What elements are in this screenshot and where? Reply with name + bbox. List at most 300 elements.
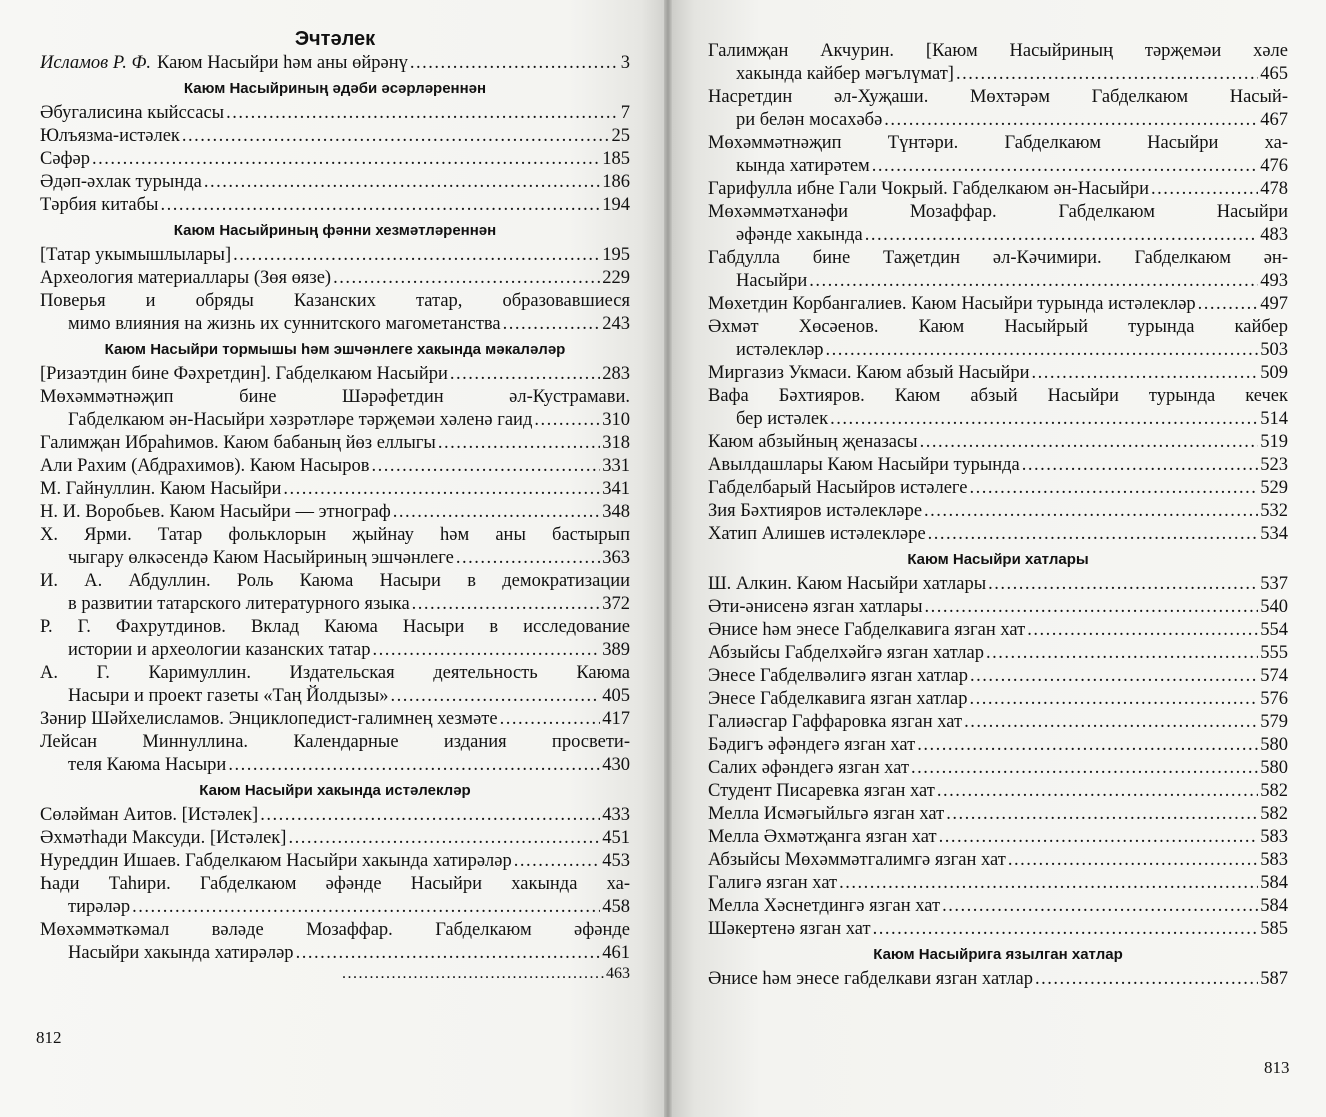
toc-page-number: 534: [1260, 524, 1288, 544]
toc-entry-line: [40, 244, 630, 267]
toc-page-number: 509: [1260, 363, 1288, 383]
dot-leader: [1035, 968, 1258, 991]
dot-leader: [911, 757, 1258, 780]
toc-entry-line: [40, 102, 630, 125]
section-heading: Каюм Насыйриның фәнни хезмәтләреннән: [173, 222, 497, 239]
toc-entry-line: [708, 780, 1288, 803]
toc-entry-line: [40, 125, 630, 148]
toc-entry: [40, 125, 630, 148]
dot-leader: [204, 171, 600, 194]
dot-leader: [969, 477, 1258, 500]
dot-leader: [988, 573, 1258, 596]
toc-entry: [708, 247, 1288, 293]
toc-page-number: 587: [1260, 969, 1288, 989]
toc-page-number: 476: [1260, 156, 1288, 176]
toc-entry-line: [708, 454, 1288, 477]
toc-page-number: 283: [602, 364, 630, 384]
toc-entry-line: [40, 455, 630, 478]
toc-entry-text: Юлъязма-истәлек: [40, 126, 180, 146]
toc-entry: [708, 523, 1288, 546]
toc-entry: [708, 431, 1288, 454]
toc-entry-text: Әбугалисина кыйссасы: [40, 103, 225, 123]
toc-page-number: 514: [1260, 409, 1288, 429]
toc-page-number: 583: [1260, 850, 1288, 870]
toc-entry-line: [708, 619, 1288, 642]
toc-entry-text: Галиәсгар Гаффаровка язган хат: [708, 712, 963, 732]
toc-entry-line: [40, 685, 630, 708]
toc-entry: [708, 619, 1288, 642]
toc-entry: [708, 178, 1288, 201]
toc-entry-text: истории и археологии казанских татар: [68, 640, 371, 660]
toc-page-number: 430: [602, 755, 630, 775]
toc-entry-line: Мөхәммәтнәҗип Түнтәри. Габделкаюм Насыйри ха-: [708, 133, 1288, 153]
toc-entry-line: Мөхәммәтнәҗип бине Шәрәфетдин әл-Кустрамави.: [40, 387, 630, 407]
toc-entry-text: Галимҗан Ибраһимов. Каюм бабаның йөз еллыгы: [40, 433, 436, 453]
toc-entry-line: [708, 711, 1288, 734]
toc-entry-line: [708, 872, 1288, 895]
left-page-number: 812: [36, 1028, 62, 1047]
toc-entry-line: [40, 148, 630, 171]
toc-entry: [40, 148, 630, 171]
section-heading: Каюм Насыйри хатлары: [907, 551, 1089, 568]
dot-leader: [1151, 178, 1258, 201]
toc-page-number: 453: [602, 851, 630, 871]
toc-page-number: 584: [1260, 873, 1288, 893]
toc-page-number: 3: [620, 53, 630, 73]
toc-entry: [40, 731, 630, 777]
dot-leader: [450, 363, 600, 386]
dot-leader: [964, 711, 1258, 734]
toc-entry-text: Әдәп-әхлак турында: [40, 172, 202, 192]
dot-leader: [1008, 849, 1258, 872]
toc-page-number: 540: [1260, 597, 1288, 617]
toc-entry-line: [40, 804, 630, 827]
toc-page-number: 584: [1260, 896, 1288, 916]
toc-entry-line: [40, 593, 630, 616]
toc-page-number: 529: [1260, 478, 1288, 498]
toc-entry-line: [708, 109, 1288, 132]
section-heading: Каюм Насыйрига язылган хатлар: [873, 946, 1123, 963]
toc-entry: [40, 290, 630, 336]
toc-entry: [40, 524, 630, 570]
toc-entry-line: Әхмәт Хөсәенов. Каюм Насыйрый турында кайбер: [708, 317, 1288, 337]
toc-entry-line: [40, 363, 630, 386]
toc-entry-text: хакында кайбер мәгълүмат]: [736, 64, 954, 84]
toc-entry-text: Әнисе һәм энесе Габделкавига язган хат: [708, 620, 1026, 640]
toc-entry-line: Галимҗан Акчурин. [Каюм Насыйриның тәрҗемәи хәле: [708, 41, 1288, 61]
toc-entry-line: Насретдин әл-Хуҗаши. Мөхтәрәм Габделкаюм Насый-: [708, 87, 1288, 107]
toc-entry-text: Әнисе һәм энесе габделкави язган хатлар: [708, 969, 1033, 989]
toc-entry-text: Энесе Габделвәлигә язган хатлар: [708, 666, 969, 686]
dot-leader: [438, 432, 600, 455]
toc-page-number: 532: [1260, 501, 1288, 521]
toc-entry: [708, 362, 1288, 385]
toc-entry-line: И. А. Абдуллин. Роль Каюма Насыри в демократизации: [40, 571, 630, 591]
toc-entry-line: [708, 968, 1288, 991]
dot-leader: [233, 244, 600, 267]
toc-page-number: 523: [1260, 455, 1288, 475]
toc-entry: [40, 708, 630, 731]
toc-entry-text: Каюм Насыйри һәм аны өйрәнү: [157, 53, 408, 73]
toc-entry-line: [40, 639, 630, 662]
dot-leader: [182, 125, 610, 148]
dot-leader: [924, 500, 1258, 523]
toc-entry-text: Мелла Әхмәтҗанга язган хат: [708, 827, 937, 847]
toc-entry-line: [708, 734, 1288, 757]
toc-entry: [40, 432, 630, 455]
toc-page-number: 467: [1260, 110, 1288, 130]
toc-entry: [708, 454, 1288, 477]
toc-page-number: 579: [1260, 712, 1288, 732]
toc-entry: [40, 244, 630, 267]
toc-entry-text: Зәнир Шәйхелисламов. Энциклопедист-галимнең хезмәте: [40, 709, 498, 729]
toc-entry-line: [708, 270, 1288, 293]
toc-entry-line: Х. Ярми. Татар фольклорын җыйнау һәм аны бастырып: [40, 525, 630, 545]
toc-entry-text: истәлекләр: [736, 340, 824, 360]
toc-entry-line: [708, 918, 1288, 941]
toc-entry: [40, 873, 630, 919]
toc-entry-text: Н. И. Воробьев. Каюм Насыйри — этнограф: [40, 502, 391, 522]
toc-page-number: 451: [602, 828, 630, 848]
toc-entry: [708, 86, 1288, 132]
dot-leader: [371, 455, 600, 478]
toc-entry-line: [708, 688, 1288, 711]
toc-page-number: 576: [1260, 689, 1288, 709]
toc-entry-text: в развитии татарского литературного языка: [68, 594, 410, 614]
toc-entry: [708, 642, 1288, 665]
toc-entry-text: Нуреддин Ишаев. Габделкаюм Насыйри хакында хатирәләр: [40, 851, 512, 871]
toc-entry: [708, 826, 1288, 849]
toc-entry: [40, 662, 630, 708]
toc-entry-text: Али Рахим (Абдрахимов). Каюм Насыров: [40, 456, 370, 476]
toc-entry-text: Каюм абзыйның җеназасы: [708, 432, 918, 452]
toc-entry: [40, 850, 630, 873]
toc-entry: [40, 501, 630, 524]
toc-entry-text: Ш. Алкин. Каюм Насыйри хатлары: [708, 574, 987, 594]
toc-entry: [40, 171, 630, 194]
right-page-number: 813: [1264, 1058, 1290, 1077]
toc-entry-line: [708, 757, 1288, 780]
toc-entry: [40, 570, 630, 616]
toc-entry-line: Габдулла бине Таҗетдин әл-Кәчимири. Габделкаюм ән-: [708, 248, 1288, 268]
dot-leader: [260, 804, 600, 827]
toc-entry-author: Исламов Р. Ф.: [40, 53, 152, 73]
toc-page-number: 243: [602, 314, 630, 334]
dot-leader: [872, 155, 1258, 178]
dot-leader: [228, 754, 600, 777]
dot-leader: [925, 596, 1259, 619]
toc-entry-text: Насыри и проект газеты «Таң Йолдызы»: [68, 686, 389, 706]
right-table-of-contents: [708, 40, 1288, 991]
toc-entry-line: [708, 408, 1288, 431]
toc-entry: [708, 734, 1288, 757]
toc-entry-line: Мөхәммәткәмал вәләде Мозаффар. Габделкаюм әфәнде: [40, 920, 630, 940]
toc-page-number: 195: [602, 245, 630, 265]
toc-entry-line: [40, 432, 630, 455]
toc-entry: [708, 780, 1288, 803]
toc-entry-line: [40, 171, 630, 194]
toc-page-number: 583: [1260, 827, 1288, 847]
toc-entry: [708, 688, 1288, 711]
toc-entry: [708, 918, 1288, 941]
toc-entry: [40, 363, 630, 386]
dot-leader: [514, 850, 601, 873]
toc-entry-text: Абзыйсы Габделхәйгә язган хатлар: [708, 643, 984, 663]
toc-entry-line: [40, 478, 630, 501]
dot-leader: [956, 63, 1258, 86]
toc-page-number: 580: [1260, 735, 1288, 755]
dot-leader: [917, 734, 1258, 757]
toc-entry-text: Әхмәтһади Максуди. [Истәлек]: [40, 828, 287, 848]
toc-entry-line: [708, 573, 1288, 596]
dot-leader: [920, 431, 1259, 454]
toc-page-number: 537: [1260, 574, 1288, 594]
toc-entry: [708, 316, 1288, 362]
toc-entry-text: Тәрбия китабы: [40, 195, 159, 215]
dot-leader: [884, 109, 1258, 132]
toc-entry: [708, 803, 1288, 826]
toc-entry-line: [708, 293, 1288, 316]
toc-page-number: 348: [602, 502, 630, 522]
dot-leader: [865, 224, 1259, 247]
toc-page-number: 461: [602, 943, 630, 963]
toc-entry-line: [708, 500, 1288, 523]
toc-entry-line: [40, 896, 630, 919]
toc-entry-line: [708, 849, 1288, 872]
toc-page-number: 433: [602, 805, 630, 825]
toc-page-number: 580: [1260, 758, 1288, 778]
dot-leader: [928, 523, 1259, 546]
toc-entry-line: Лейсан Миннуллина. Календарные издания просвети-: [40, 732, 630, 752]
toc-entry-text: Габделбарый Насыйров истәлеге: [708, 478, 968, 498]
toc-entry-line: [708, 362, 1288, 385]
toc-entry-text: әфәнде хакында: [736, 225, 863, 245]
dot-leader: [288, 827, 600, 850]
toc-page-number: 465: [1260, 64, 1288, 84]
toc-entry-line: [708, 477, 1288, 500]
dot-leader: [283, 478, 600, 501]
toc-entry: [40, 102, 630, 125]
toc-entry-line: А. Г. Каримуллин. Издательская деятельность Каюма: [40, 663, 630, 683]
toc-entry-text: Археология материаллары (Зөя өязе): [40, 268, 332, 288]
dot-leader: [970, 665, 1258, 688]
dot-leader: [393, 501, 600, 524]
toc-page-number: 194: [602, 195, 630, 215]
dot-leader: [826, 339, 1259, 362]
dot-leader: [373, 639, 601, 662]
toc-entry-text: Зия Бәхтияров истәлекләре: [708, 501, 923, 521]
toc-entry-text: Абзыйсы Мөхәммәтгалимгә язган хат: [708, 850, 1006, 870]
book-gutter: [664, 0, 672, 1117]
dot-leader: [1027, 619, 1258, 642]
toc-entry: [40, 919, 630, 965]
toc-entry-text: Сәфәр: [40, 149, 90, 169]
toc-entry-text: Мөхетдин Корбангалиев. Каюм Насыйри турында истәлекләр: [708, 294, 1196, 314]
toc-entry-text: Салих әфәндегә язган хат: [708, 758, 910, 778]
toc-entry-text: Насыйри: [736, 271, 808, 291]
toc-entry-line: [708, 642, 1288, 665]
dot-leader: [873, 918, 1259, 941]
toc-entry: [40, 616, 630, 662]
toc-page-number: 341: [602, 479, 630, 499]
toc-entry-line: [40, 547, 630, 570]
toc-entry-text: Миргазиз Укмаси. Каюм абзый Насыйри: [708, 363, 1030, 383]
dot-leader: [830, 408, 1258, 431]
toc-entry-line: [40, 942, 630, 965]
toc-entry-line: [708, 431, 1288, 454]
toc-entry-text: [Татар укымышлылары]: [40, 245, 232, 265]
toc-page-number: 25: [611, 126, 630, 146]
toc-entry: [40, 804, 630, 827]
dot-leader: [942, 895, 1258, 918]
toc-entry-line: [708, 665, 1288, 688]
toc-entry-text: Сөләйман Аитов. [Истәлек]: [40, 805, 259, 825]
toc-page-number: 463: [606, 965, 630, 982]
toc-entry-text: Насыйри хакында хатирәләр: [68, 943, 294, 963]
toc-page-number: 519: [1260, 432, 1288, 452]
toc-entry-line: [40, 965, 630, 988]
toc-entry-line: Һади Таһири. Габделкаюм әфәнде Насыйри хакында ха-: [40, 874, 630, 894]
toc-page-number: 318: [602, 433, 630, 453]
toc-entry: [708, 293, 1288, 316]
toc-entry-line: [708, 523, 1288, 546]
toc-entry: [708, 968, 1288, 991]
toc-entry-text: [Ризаэтдин бине Фәхретдин]. Габделкаюм Насыйри: [40, 364, 448, 384]
toc-entry-line: [708, 155, 1288, 178]
toc-entry-line: Вафа Бәхтияров. Каюм абзый Насыйри турында кечек: [708, 386, 1288, 406]
dot-leader: [534, 409, 600, 432]
toc-entry-line: [40, 754, 630, 777]
toc-entry: [40, 267, 630, 290]
toc-entry-line: Мөхәммәтханәфи Мозаффар. Габделкаюм Насыйри: [708, 202, 1288, 222]
toc-entry-line: Поверья и обряды Казанских татар, образовавшиеся: [40, 291, 630, 311]
toc-entry-text: Студент Писаревка язган хат: [708, 781, 935, 801]
toc-entry-text: ри белән мосахәбә: [736, 110, 883, 130]
toc-entry-line: [708, 178, 1288, 201]
dot-leader: [809, 270, 1258, 293]
toc-entry: [708, 895, 1288, 918]
toc-entry-text: Хатип Алишев истәлекләре: [708, 524, 926, 544]
section-heading: Каюм Насыйри тормышы һәм эшчәнлеге хакында мәкаләләр: [104, 341, 566, 358]
toc-entry-line: [708, 803, 1288, 826]
toc-entry: [708, 711, 1288, 734]
toc-entry: [40, 455, 630, 478]
toc-entry: [708, 500, 1288, 523]
dot-leader: [946, 803, 1258, 826]
dot-leader: [333, 267, 600, 290]
toc-title: Эчтәлек: [294, 28, 376, 50]
toc-entry-text: Мелла Исмәгыйльгә язган хат: [708, 804, 945, 824]
toc-entry-text: М. Гайнуллин. Каюм Насыйри: [40, 479, 282, 499]
toc-entry: [708, 573, 1288, 596]
toc-entry-line: [40, 313, 630, 336]
dot-leader: [456, 547, 600, 570]
dot-leader: [937, 780, 1258, 803]
toc-entry-line: [40, 850, 630, 873]
dot-leader: [342, 965, 604, 983]
toc-entry-line: [708, 596, 1288, 619]
toc-entry-line: Р. Г. Фахрутдинов. Вклад Каюма Насыри в исследование: [40, 617, 630, 637]
toc-page-number: 574: [1260, 666, 1288, 686]
toc-entry: [708, 201, 1288, 247]
toc-entry-text: Гарифулла ибне Гали Чокрый. Габделкаюм ән-Насыйри: [708, 179, 1149, 199]
right-page: [668, 0, 1326, 1117]
toc-page-number: 229: [602, 268, 630, 288]
toc-page-number: 331: [602, 456, 630, 476]
toc-entry-text: Бәдигъ әфәндегә язган хат: [708, 735, 916, 755]
toc-page-number: 186: [602, 172, 630, 192]
toc-page-number: 7: [620, 103, 630, 123]
toc-page-number: 554: [1260, 620, 1288, 640]
dot-leader: [410, 52, 619, 75]
dot-leader: [1022, 454, 1258, 477]
toc-entry-line: [40, 827, 630, 850]
toc-entry: [708, 665, 1288, 688]
toc-entry-line: [708, 339, 1288, 362]
toc-entry-line: [40, 708, 630, 731]
toc-entry-text: мимо влияния на жизнь их суннитского магометанства: [68, 314, 501, 334]
toc-entry: [708, 132, 1288, 178]
toc-page-number: 363: [602, 548, 630, 568]
toc-page-number: 478: [1260, 179, 1288, 199]
toc-entry: [40, 194, 630, 217]
toc-entry: [708, 385, 1288, 431]
toc-page-number: 503: [1260, 340, 1288, 360]
toc-page-number: 555: [1260, 643, 1288, 663]
dot-leader: [1032, 362, 1259, 385]
dot-leader: [160, 194, 600, 217]
toc-page-number: 185: [602, 149, 630, 169]
toc-entry: [708, 757, 1288, 780]
toc-entry: [40, 386, 630, 432]
toc-entry: [708, 872, 1288, 895]
toc-entry-line: [708, 895, 1288, 918]
toc-entry-text: кында хатирәтем: [736, 156, 870, 176]
toc-entry-line: [708, 224, 1288, 247]
toc-page-number: 417: [602, 709, 630, 729]
dot-leader: [939, 826, 1259, 849]
toc-entry-line: [40, 194, 630, 217]
toc-entry-line: [40, 267, 630, 290]
dot-leader: [839, 872, 1258, 895]
section-heading: Каюм Насыйриның әдәби әсәрләреннән: [183, 80, 487, 97]
dot-leader: [503, 313, 601, 336]
toc-entry-text: Әти-әнисенә язган хатлары: [708, 597, 923, 617]
toc-page-number: 310: [602, 410, 630, 430]
toc-entry-text: Авылдашлары Каюм Насыйри турында: [708, 455, 1020, 475]
toc-entry-text: Энесе Габделкавига язган хатлар: [708, 689, 968, 709]
toc-entry: [40, 478, 630, 501]
toc-entry: [708, 40, 1288, 86]
toc-entry: [708, 477, 1288, 500]
toc-entry-text: теля Каюма Насыри: [68, 755, 227, 775]
section-heading: Каюм Насыйри хакында истәлекләр: [199, 782, 471, 799]
toc-entry: [708, 849, 1288, 872]
dot-leader: [391, 685, 601, 708]
toc-page-number: 497: [1260, 294, 1288, 314]
dot-leader: [412, 593, 601, 616]
toc-page-number: 389: [602, 640, 630, 660]
toc-entry-text: Мелла Хәснетдингә язган хат: [708, 896, 941, 916]
left-table-of-contents: [40, 28, 630, 988]
toc-entry: [40, 52, 630, 75]
toc-entry: [708, 596, 1288, 619]
toc-entry: [40, 827, 630, 850]
dot-leader: [500, 708, 601, 731]
toc-page-number: 493: [1260, 271, 1288, 291]
toc-page-number: 582: [1260, 804, 1288, 824]
dot-leader: [132, 896, 600, 919]
